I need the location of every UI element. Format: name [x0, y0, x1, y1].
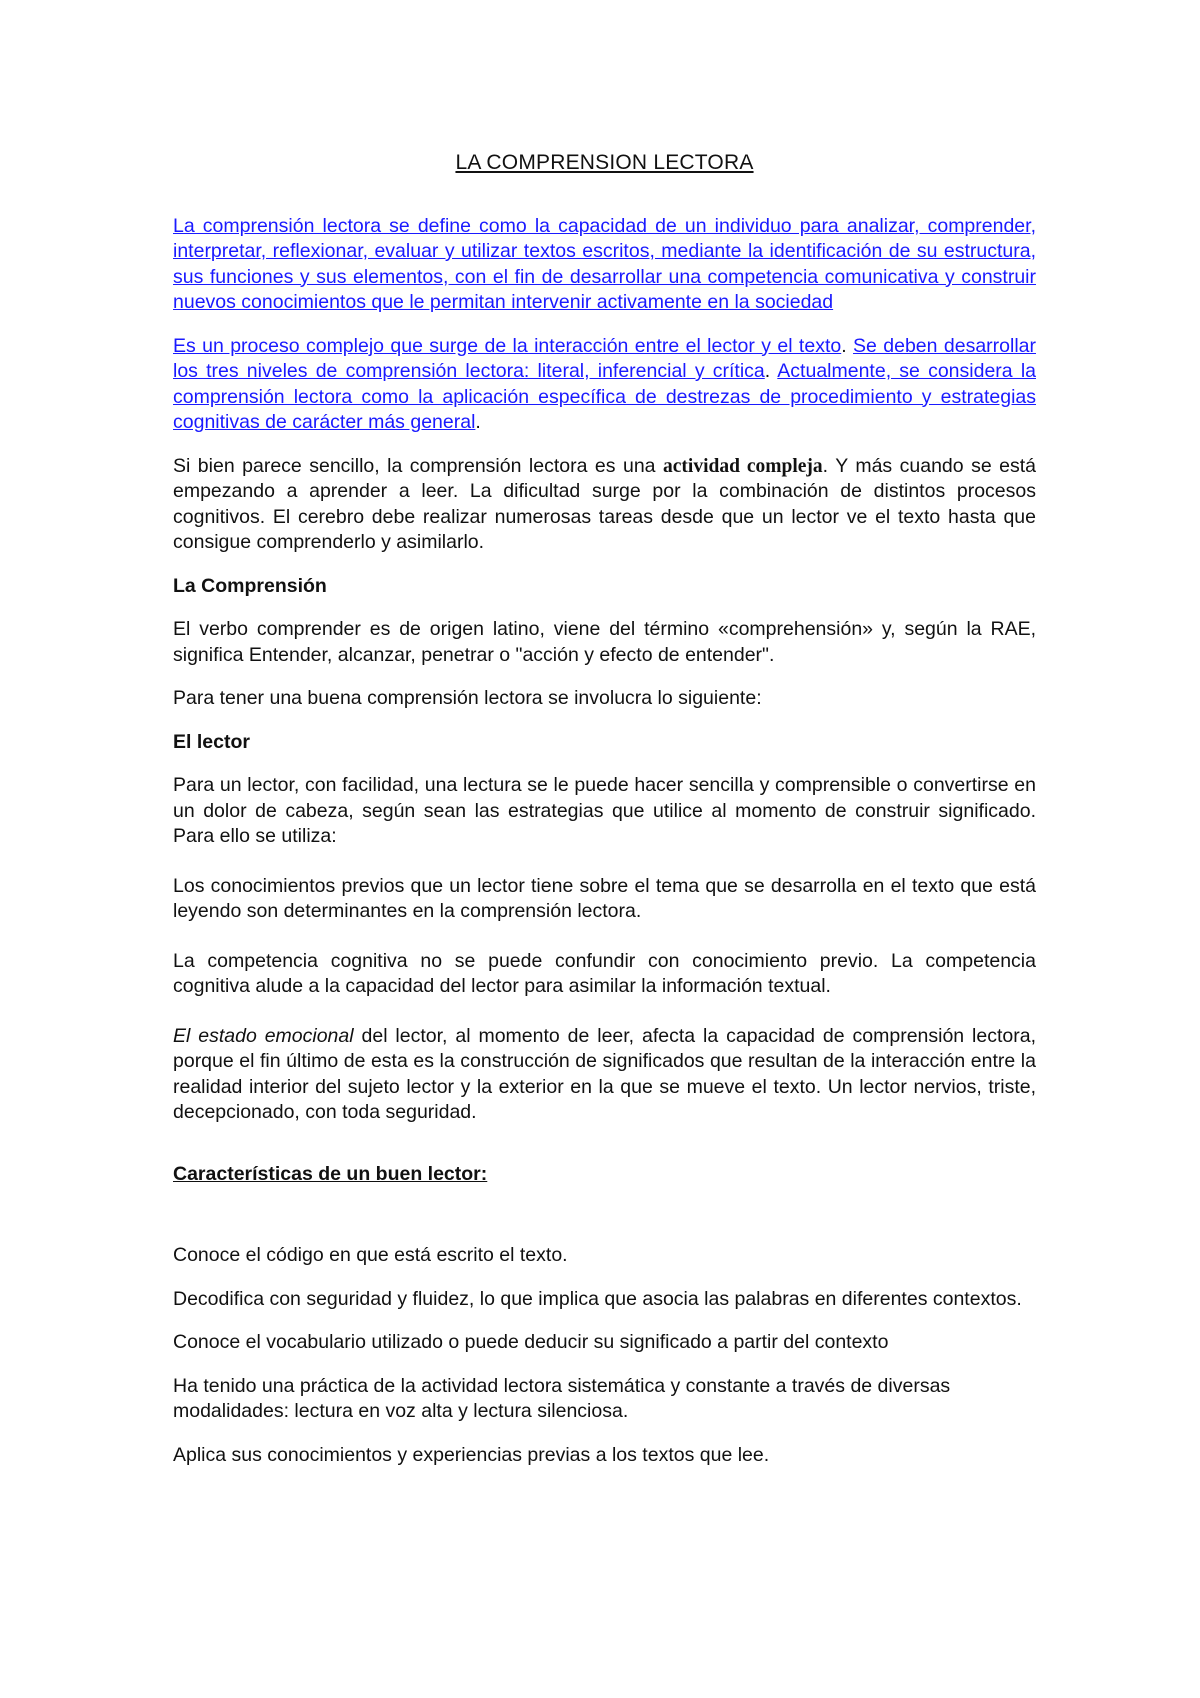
heading-comprension: La Comprensión	[173, 574, 327, 597]
emotional-state-italic: El estado emocional	[173, 1024, 354, 1047]
prior-knowledge-paragraph: Los conocimientos previos que un lector tiene sobre el tema que se desarrolla en el texto que está leyendo son determinantes en la comprensión lectora.	[173, 874, 1036, 922]
reader-paragraph: Para un lector, con facilidad, una lectura se le puede hacer sencilla y comprensible o convertirse en un dolor de cabeza, según sean las estrategias que utilice al momento de construir significado. Para ello se utiliza:	[173, 774, 1036, 847]
verb-paragraph: El verbo comprender es de origen latino, viene del término «comprehensión» y, según la RAE, significa Entender, alcanzar, penetrar o "acción y efecto de entender".	[173, 618, 1036, 666]
emotional-state-text: del lector, al momento de leer, afecta la capacidad de comprensión lectora, porque el fin último de esta es la construcción de significados que resultan de la interacción entre la realidad interior del sujeto lector y la exterior en la que se mueve el texto. Un lector nervios, triste, decepcionado, con toda seguridad.	[173, 1024, 1037, 1123]
complexity-text-after: . Y más cuando se está empezando a aprender a leer. La dificultad surge por la combinación de distintos procesos cognitivos. El cerebro debe realizar numerosas tareas desde que un lector ve el texto hasta que consigue comprenderlo y asimilarlo.	[173, 454, 1037, 553]
list-item: Ha tenido una práctica de la actividad lectora sistemática y constante a través de diversas modalidades: lectura en voz alta y lectura silenciosa.	[173, 1374, 951, 1422]
cognitive-competence-paragraph: La competencia cognitiva no se puede confundir con conocimiento previo. La competencia cognitiva alude a la capacidad del lector para asimilar la información textual.	[173, 949, 1036, 997]
process-link[interactable]: Es un proceso complejo que surge de la interacción entre el lector y el texto	[173, 334, 842, 357]
heading-lector: El lector	[173, 730, 250, 753]
definition-paragraph	[173, 214, 1036, 316]
complexity-bold: actividad compleja	[663, 455, 823, 477]
document-title: LA COMPRENSION LECTORA	[455, 151, 754, 174]
definition-link[interactable]: La comprensión lectora se define como la capacidad de un individuo para analizar, comprender, interpretar, reflexionar, evaluar y utilizar textos escritos, mediante la identificación de su estructura, sus funciones y sus elementos, con el fin de desarrollar una competencia comunicativa y construir nuevos conocimientos que le permitan intervenir activamente en la sociedad	[173, 214, 1036, 313]
document-page	[173, 150, 1036, 1468]
list-item: Decodifica con seguridad y fluidez, lo que implica que asocia las palabras en diferentes contextos.	[173, 1287, 1022, 1310]
complexity-text-before: Si bien parece sencillo, la comprensión lectora es una	[173, 454, 663, 477]
list-item: Aplica sus conocimientos y experiencias previas a los textos que lee.	[173, 1443, 770, 1466]
emotional-state-paragraph	[173, 1024, 1036, 1126]
complexity-paragraph	[173, 454, 1036, 556]
heading-caracteristicas	[173, 1162, 1036, 1188]
levels-link[interactable]: Se deben desarrollar los tres niveles de comprensión lectora: literal, inferencial y crítica	[173, 334, 1036, 382]
characteristics-title: Características de un buen lector:	[173, 1162, 488, 1185]
process-paragraph: Es un proceso complejo que surge de la interacción entre el lector y el texto. Se deben desarrollar los tres niveles de comprensión lectora: literal, inferencial y crítica. Actualmente, se considera la comprensión lectora como la aplicación específica de destrezas de procedimiento y estrategias cognitivas de carácter más general.	[173, 334, 1036, 433]
list-item: Conoce el código en que está escrito el texto.	[173, 1244, 568, 1266]
current-view-link[interactable]: Actualmente, se considera la comprensión lectora como la aplicación específica de destrezas de procedimiento y estrategias cognitivas de carácter más general	[173, 360, 1036, 433]
involves-paragraph: Para tener una buena comprensión lectora se involucra lo siguiente:	[173, 687, 762, 709]
list-item: Conoce el vocabulario utilizado o puede deducir su significado a partir del contexto	[173, 1331, 889, 1353]
